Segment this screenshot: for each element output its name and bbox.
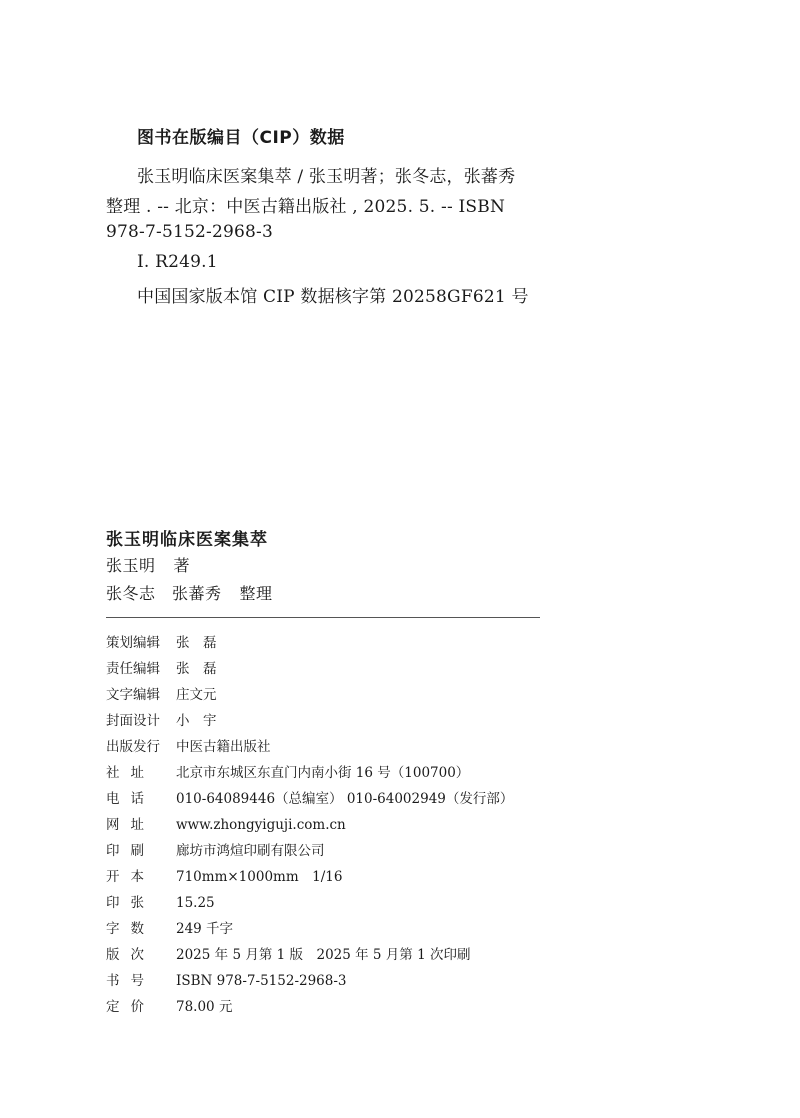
info-value: 15.25 — [176, 895, 215, 911]
info-value: 张 磊 — [176, 661, 217, 677]
editors-role: 整理 — [239, 584, 273, 603]
info-label: 网 址 — [106, 817, 144, 833]
cip-heading: 图书在版编目（CIP）数据 — [137, 128, 345, 148]
info-label: 电 话 — [106, 791, 144, 807]
info-label: 书 号 — [106, 973, 144, 989]
info-row-edition — [106, 942, 706, 968]
info-row-price — [106, 994, 706, 1020]
info-value: 张 磊 — [176, 635, 217, 651]
info-label: 出版发行 — [106, 739, 160, 755]
author-role: 著 — [173, 556, 191, 575]
info-label: 封面设计 — [106, 713, 160, 729]
cip-line: 978-7-5152-2968-3 — [106, 222, 273, 242]
info-row-sheets — [106, 890, 706, 916]
info-row-publisher — [106, 734, 706, 760]
info-row-format — [106, 864, 706, 890]
divider — [106, 617, 540, 618]
cip-line: 整理 . -- 北京：中医古籍出版社 , 2025. 5. -- ISBN — [106, 197, 506, 217]
info-value: 78.00 元 — [176, 999, 233, 1015]
cip-line: 中国国家版本馆 CIP 数据核字第 20258GF621 号 — [137, 287, 529, 307]
info-row-phone — [106, 786, 706, 812]
editors-credit — [106, 581, 273, 604]
info-label: 开 本 — [106, 869, 144, 885]
info-value: 中医古籍出版社 — [176, 739, 271, 755]
info-label: 印 刷 — [106, 843, 144, 859]
info-label: 版 次 — [106, 947, 144, 963]
info-value: 710mm×1000mm 1/16 — [176, 869, 343, 885]
author-name: 张玉明 — [106, 556, 156, 575]
editors-names: 张冬志 张蕃秀 — [106, 584, 222, 603]
info-label: 印 张 — [106, 895, 144, 911]
info-row-address — [106, 760, 706, 786]
info-value: 庄文元 — [176, 687, 217, 703]
publication-info-list — [106, 630, 706, 1020]
info-row-printer — [106, 838, 706, 864]
info-row-text-editor — [106, 682, 706, 708]
info-row-website — [106, 812, 706, 838]
cip-line: 张玉明临床医案集萃 / 张玉明著；张冬志，张蕃秀 — [137, 167, 516, 187]
info-value: 小 宇 — [176, 713, 217, 729]
book-title: 张玉明临床医案集萃 — [106, 530, 268, 550]
info-value: www.zhongyiguji.com.cn — [176, 817, 346, 833]
info-label: 责任编辑 — [106, 661, 160, 677]
info-value: 2025 年 5 月第 1 版 2025 年 5 月第 1 次印刷 — [176, 947, 471, 963]
info-row-word-count — [106, 916, 706, 942]
info-label: 策划编辑 — [106, 635, 160, 651]
info-value: ISBN 978-7-5152-2968-3 — [176, 973, 347, 989]
info-value: 249 千字 — [176, 921, 234, 937]
info-row-isbn — [106, 968, 706, 994]
info-value: 010-64089446（总编室） 010-64002949（发行部） — [176, 791, 514, 807]
cip-line: Ⅰ. R249.1 — [137, 252, 218, 272]
author-credit — [106, 553, 190, 576]
info-label: 字 数 — [106, 921, 144, 937]
info-value: 廊坊市鸿煊印刷有限公司 — [176, 843, 325, 859]
info-label: 定 价 — [106, 999, 144, 1015]
info-row-responsible-editor — [106, 656, 706, 682]
info-label: 文字编辑 — [106, 687, 160, 703]
info-label: 社 址 — [106, 765, 144, 781]
info-row-planning-editor — [106, 630, 706, 656]
info-value: 北京市东城区东直门内南小街 16 号（100700） — [176, 765, 470, 781]
info-row-cover-design — [106, 708, 706, 734]
